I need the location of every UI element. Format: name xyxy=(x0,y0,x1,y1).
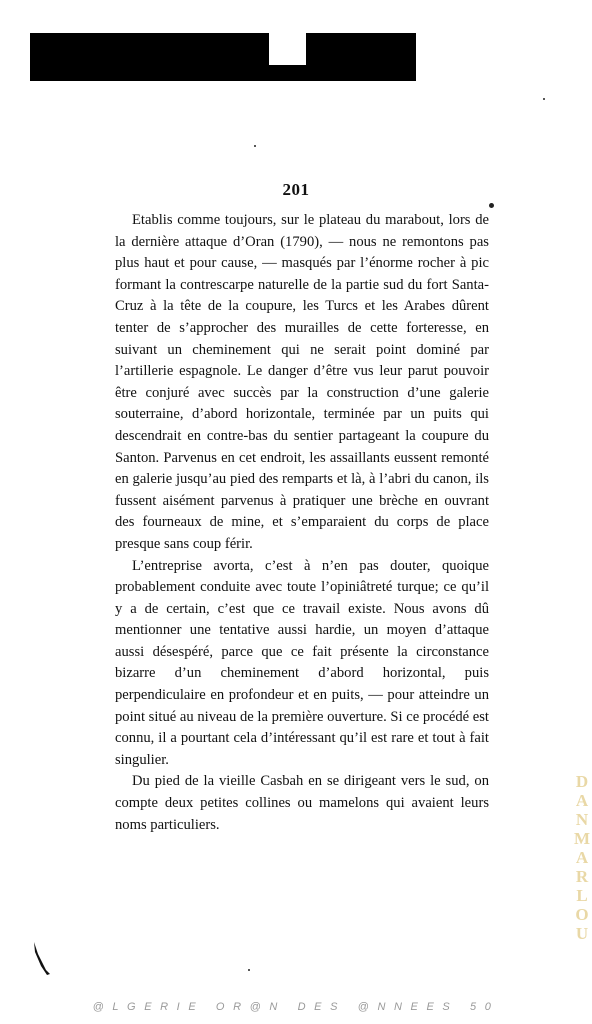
ink-speck xyxy=(248,969,250,971)
paragraph: Etablis comme toujours, sur le plateau du marabout, lors de la dernière attaque d’Oran (1790), — nous ne remontons pas plus haut et pour cause, — masqués par l’énorme rocher à pic formant la contrescarpe naturelle de la partie sud du fort Santa-Cruz à la tête de la coupure, les Turcs et les Arabes dûrent tenter de s’approcher des murailles de cette forteresse, en suivant un cheminement qui ne serait point dominé par l’artillerie espagnole. Le danger d’être vus leur parut pouvoir être conjuré avec succès par la construction d’une galerie souterraine, d’abord horizontale, terminée par un puits qui descendrait en contre-bas du sentier partageant la coupure du Santon. Parvenus en cet endroit, les assaillants eussent remonté en galerie jusqu’au pied des remparts et là, à l’abri du canon, ils fussent aisément parvenus à pratiquer une brèche en ouvrant des fourneaux de mine, et s’emparaient du corps de place presque sans coup férir. xyxy=(115,212,489,552)
paragraph: L’entreprise avorta, c’est à n’en pas douter, quoique probablement conduite avec toute l’opiniâtreté turque; ce qu’il y a de certain, c’est que ce travail existe. Nous avons dû mentionner une tentative aussi hardie, un moyen d’attaque aussi désespéré, parce que ce fait présente la circonstance bizarre d’un cheminement d’abord horizontal, puis perpendiculaire en profondeur et en puits, — pour atteindre un point situé au niveau de la première ouverture. Si ce procédé est connu, il a pourtant cela d’intéressant qu’il est rare et tout à fait singulier. xyxy=(115,557,489,768)
ink-speck xyxy=(489,203,494,208)
page-number: 201 xyxy=(282,180,310,199)
scan-artifact-mark xyxy=(32,940,52,976)
body-text xyxy=(115,210,489,836)
black-redaction-bar xyxy=(30,33,416,81)
side-watermark: DANMARLOU xyxy=(574,772,591,943)
ink-speck xyxy=(254,145,256,147)
footer-watermark: @LGERIE OR@N DES @NNEES 50 xyxy=(92,1001,500,1013)
redaction-notch xyxy=(269,33,306,65)
paragraph: Du pied de la vieille Casbah en se dirigeant vers le sud, on compte deux petites collines ou mamelons qui avaient leurs noms particuliers. xyxy=(115,773,489,833)
ink-speck xyxy=(543,98,545,100)
